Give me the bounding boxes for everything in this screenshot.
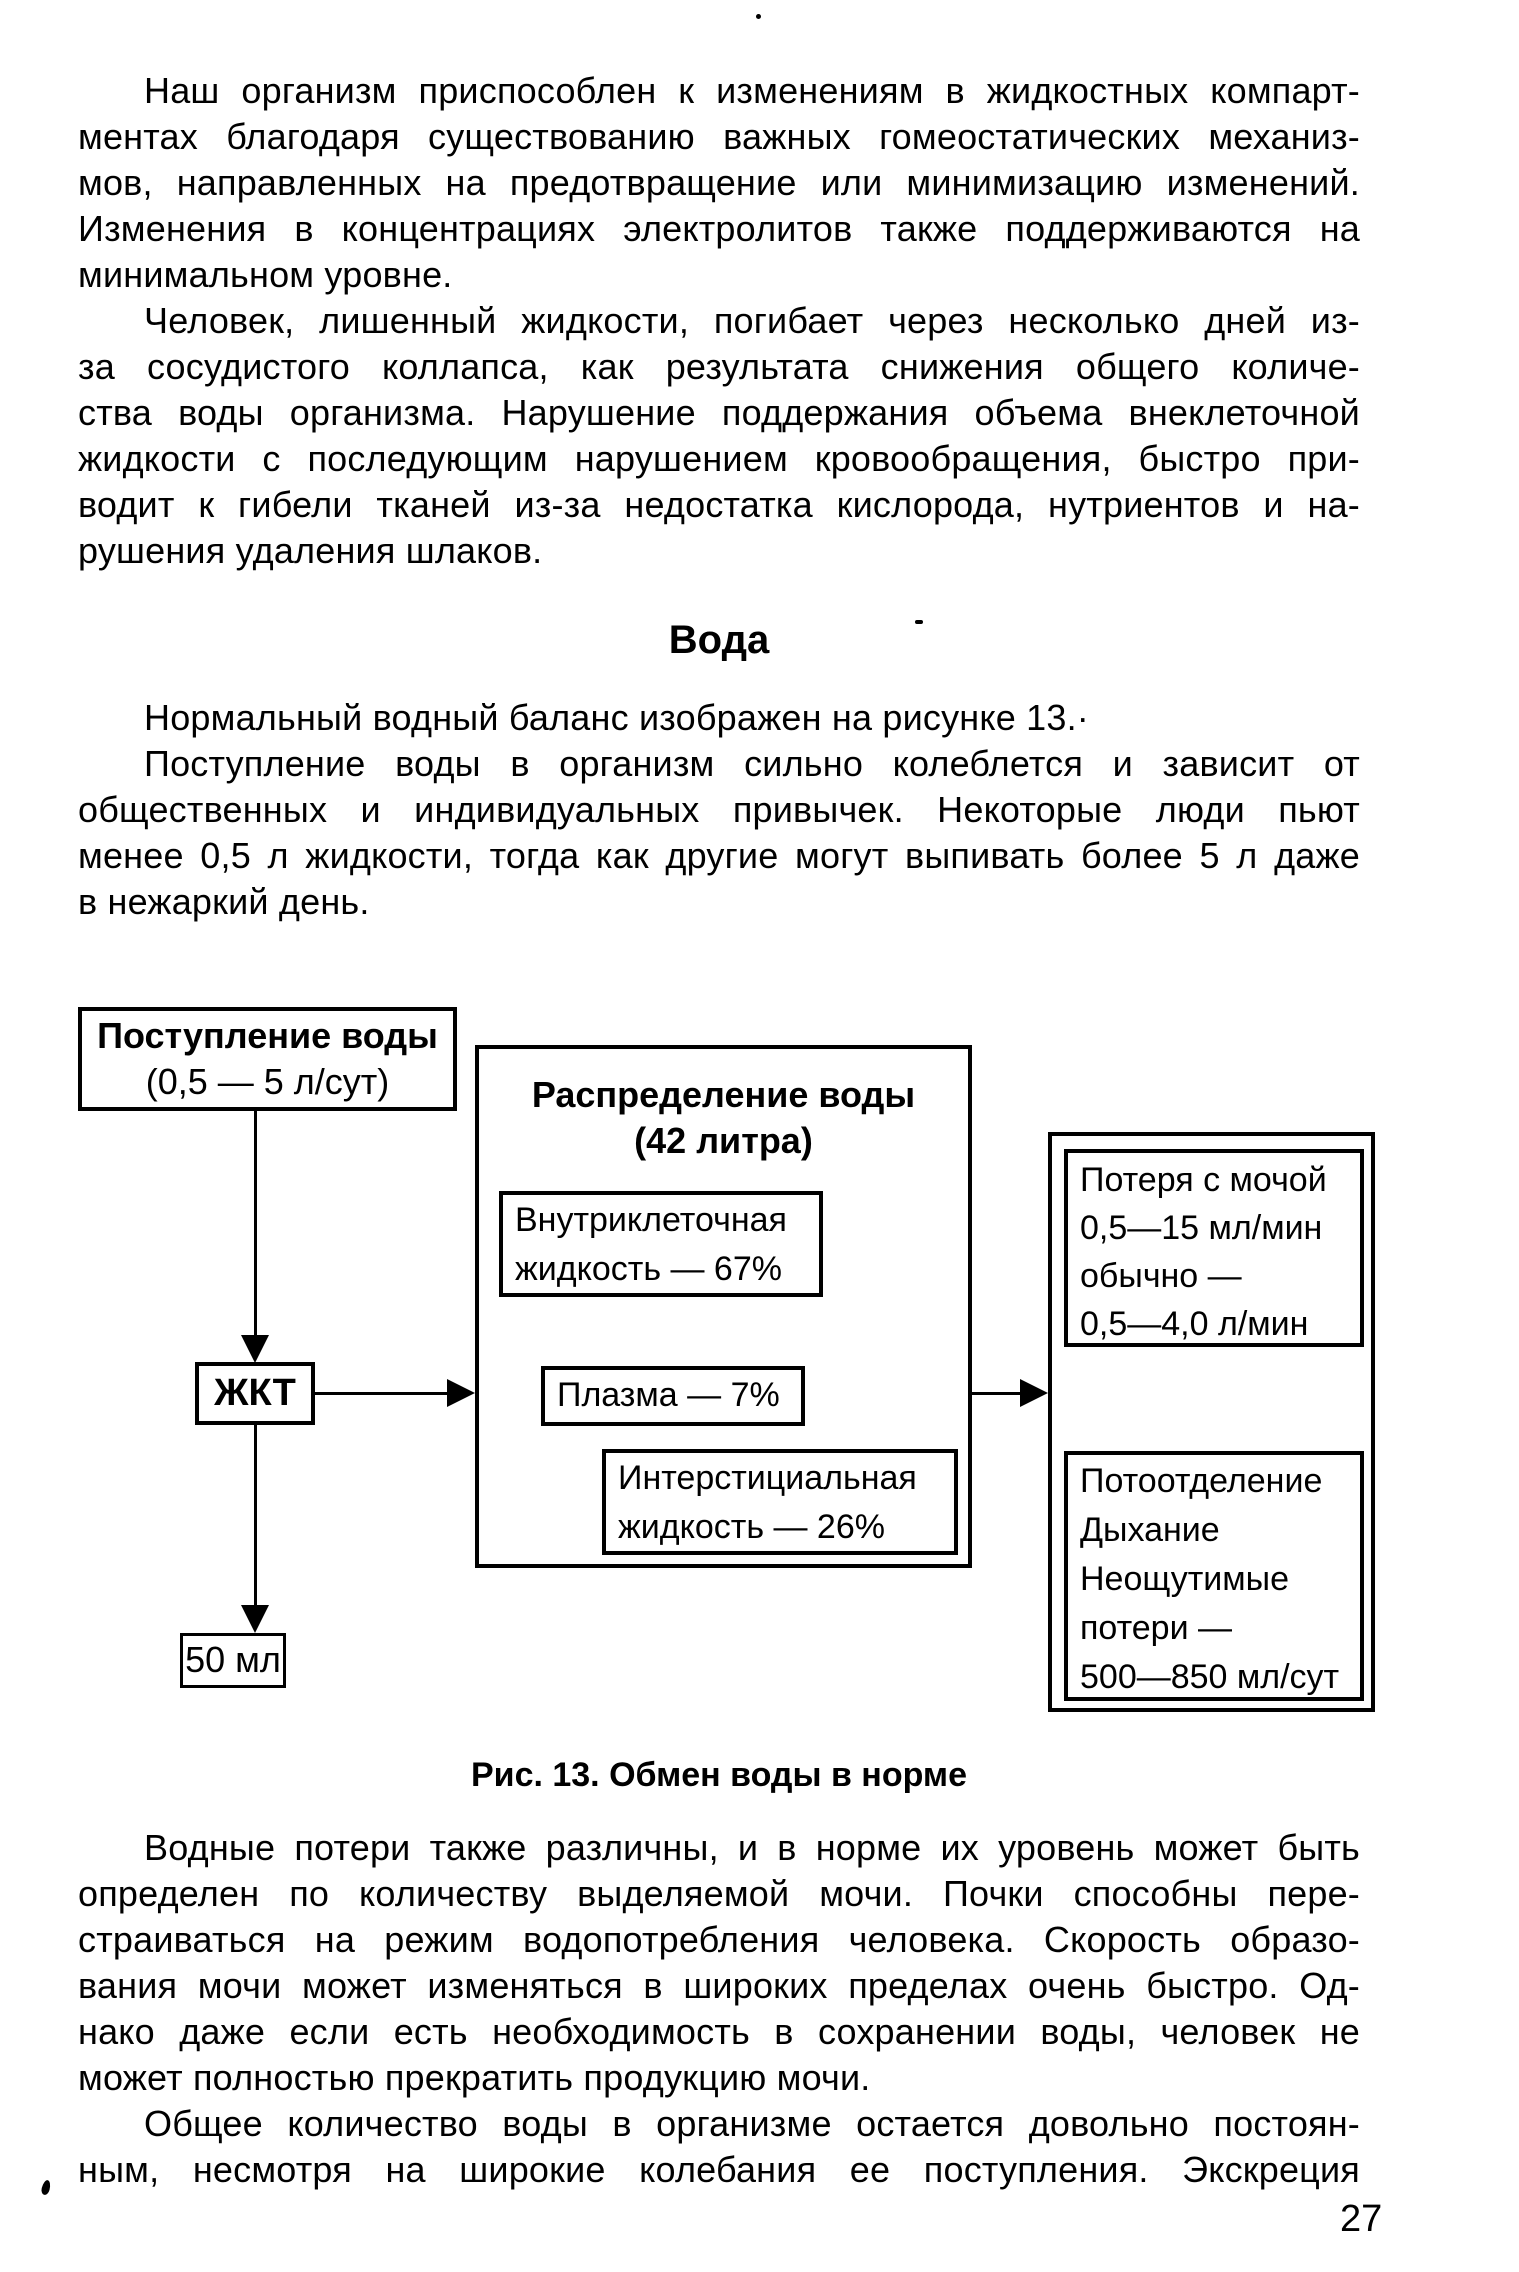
gkt-box: ЖКТ bbox=[195, 1362, 315, 1425]
intake-box bbox=[78, 1007, 457, 1111]
text-line: Человек, лишенный жидкости, погибает через несколько дней из- bbox=[144, 300, 1360, 341]
paragraph-2 bbox=[78, 298, 1360, 574]
text-line: вания мочи может изменяться в широких пределах очень быстро. Од- bbox=[78, 1965, 1360, 2006]
figure-water-balance bbox=[78, 1005, 1375, 1717]
intake-title: Поступление воды bbox=[97, 1015, 438, 1056]
right-arrow-line bbox=[315, 1392, 449, 1395]
text-line: определен по количеству выделяемой мочи. Почки способны пере- bbox=[78, 1873, 1360, 1914]
text-line: в нежаркий день. bbox=[78, 881, 370, 922]
distribution-box bbox=[475, 1045, 972, 1568]
scan-speck bbox=[40, 2179, 51, 2195]
text-line: за сосудистого коллапса, как результата снижения общего количе- bbox=[78, 346, 1360, 387]
text-line: может полностью прекратить продукцию мочи. bbox=[78, 2057, 871, 2098]
scan-speck bbox=[756, 14, 761, 19]
ml50-box: 50 мл bbox=[180, 1633, 286, 1688]
text-line: обычно — bbox=[1080, 1257, 1242, 1295]
distribution-volume: (42 литра) bbox=[634, 1120, 813, 1161]
text-line: минимальном уровне. bbox=[78, 254, 453, 295]
text-line: 500—850 мл/сут bbox=[1080, 1658, 1340, 1696]
text-line: Наш организм приспособлен к изменениям в жидкостных компарт- bbox=[144, 70, 1360, 111]
plasma-box: Плазма — 7% bbox=[541, 1366, 805, 1426]
right-arrow-line bbox=[972, 1392, 1022, 1395]
right-arrow-head bbox=[1020, 1379, 1048, 1407]
text-line: Внутриклеточная bbox=[515, 1201, 787, 1239]
text-line: Поступление воды в организм сильно колеблется и зависит от bbox=[144, 743, 1360, 784]
section-heading: Вода bbox=[668, 618, 770, 662]
text-line: Потоотделение bbox=[1080, 1462, 1323, 1500]
text-line: Неощутимые bbox=[1080, 1560, 1290, 1598]
down-arrow-line bbox=[254, 1111, 257, 1337]
text-line: Общее количество воды в организме остается довольно постоян- bbox=[144, 2103, 1360, 2144]
right-arrow-head bbox=[447, 1379, 475, 1407]
text-line: Дыхание bbox=[1080, 1511, 1220, 1549]
text-line: потери — bbox=[1080, 1609, 1233, 1647]
intake-range: (0,5 — 5 л/сут) bbox=[145, 1061, 390, 1102]
text-line: ным, несмотря на широкие колебания ее поступления. Экскреция bbox=[78, 2149, 1360, 2190]
body-text bbox=[78, 68, 1360, 2193]
interstitial-box bbox=[602, 1449, 958, 1555]
down-arrow-line bbox=[254, 1425, 257, 1607]
paragraph-5 bbox=[78, 1825, 1360, 2101]
urine-loss-box bbox=[1064, 1149, 1364, 1347]
text-line: 0,5—15 мл/мин bbox=[1080, 1209, 1323, 1247]
text-line: Изменения в концентрациях электролитов также поддерживаются на bbox=[78, 208, 1360, 249]
paragraph-6 bbox=[78, 2101, 1360, 2193]
text-line: жидкость — 26% bbox=[618, 1508, 885, 1546]
losses-box bbox=[1048, 1132, 1375, 1712]
text-line: 0,5—4,0 л/мин bbox=[1080, 1305, 1309, 1343]
down-arrow-head bbox=[241, 1335, 269, 1363]
figure-caption: Рис. 13. Обмен воды в норме bbox=[470, 1756, 967, 1794]
text-line: нако даже если есть необходимость в сохранении воды, человек не bbox=[78, 2011, 1360, 2052]
paragraph-4 bbox=[78, 741, 1360, 925]
intracellular-box bbox=[499, 1191, 823, 1297]
paragraph-3 bbox=[78, 695, 1360, 741]
text-line: Нормальный водный баланс изображен на рисунке 13.· bbox=[144, 697, 1089, 738]
insensible-loss-box bbox=[1064, 1451, 1364, 1701]
text-line: мов, направленных на предотвращение или минимизацию изменений. bbox=[78, 162, 1360, 203]
down-arrow-head bbox=[241, 1605, 269, 1633]
text-line: ства воды организма. Нарушение поддержания объема внеклеточной bbox=[78, 392, 1360, 433]
text-line: Интерстициальная bbox=[618, 1459, 917, 1497]
text-line: жидкость — 67% bbox=[515, 1250, 782, 1288]
text-line: страиваться на режим водопотребления человека. Скорость образо- bbox=[78, 1919, 1360, 1960]
text-line: менее 0,5 л жидкости, тогда как другие могут выпивать более 5 л даже bbox=[78, 835, 1360, 876]
text-line: водит к гибели тканей из-за недостатка кислорода, нутриентов и на- bbox=[78, 484, 1360, 525]
text-line: рушения удаления шлаков. bbox=[78, 530, 543, 571]
text-line: общественных и индивидуальных привычек. Некоторые люди пьют bbox=[78, 789, 1360, 830]
text-line: жидкости с последующим нарушением кровообращения, быстро при- bbox=[78, 438, 1360, 479]
page-number: 27 bbox=[1340, 2198, 1383, 2240]
paragraph-1 bbox=[78, 68, 1360, 298]
text-line: ментах благодаря существованию важных гомеостатических механиз- bbox=[78, 116, 1360, 157]
distribution-title: Распределение воды bbox=[531, 1074, 916, 1115]
text-line: Потеря с мочой bbox=[1080, 1161, 1327, 1199]
text-line: Водные потери также различны, и в норме их уровень может быть bbox=[144, 1827, 1360, 1868]
